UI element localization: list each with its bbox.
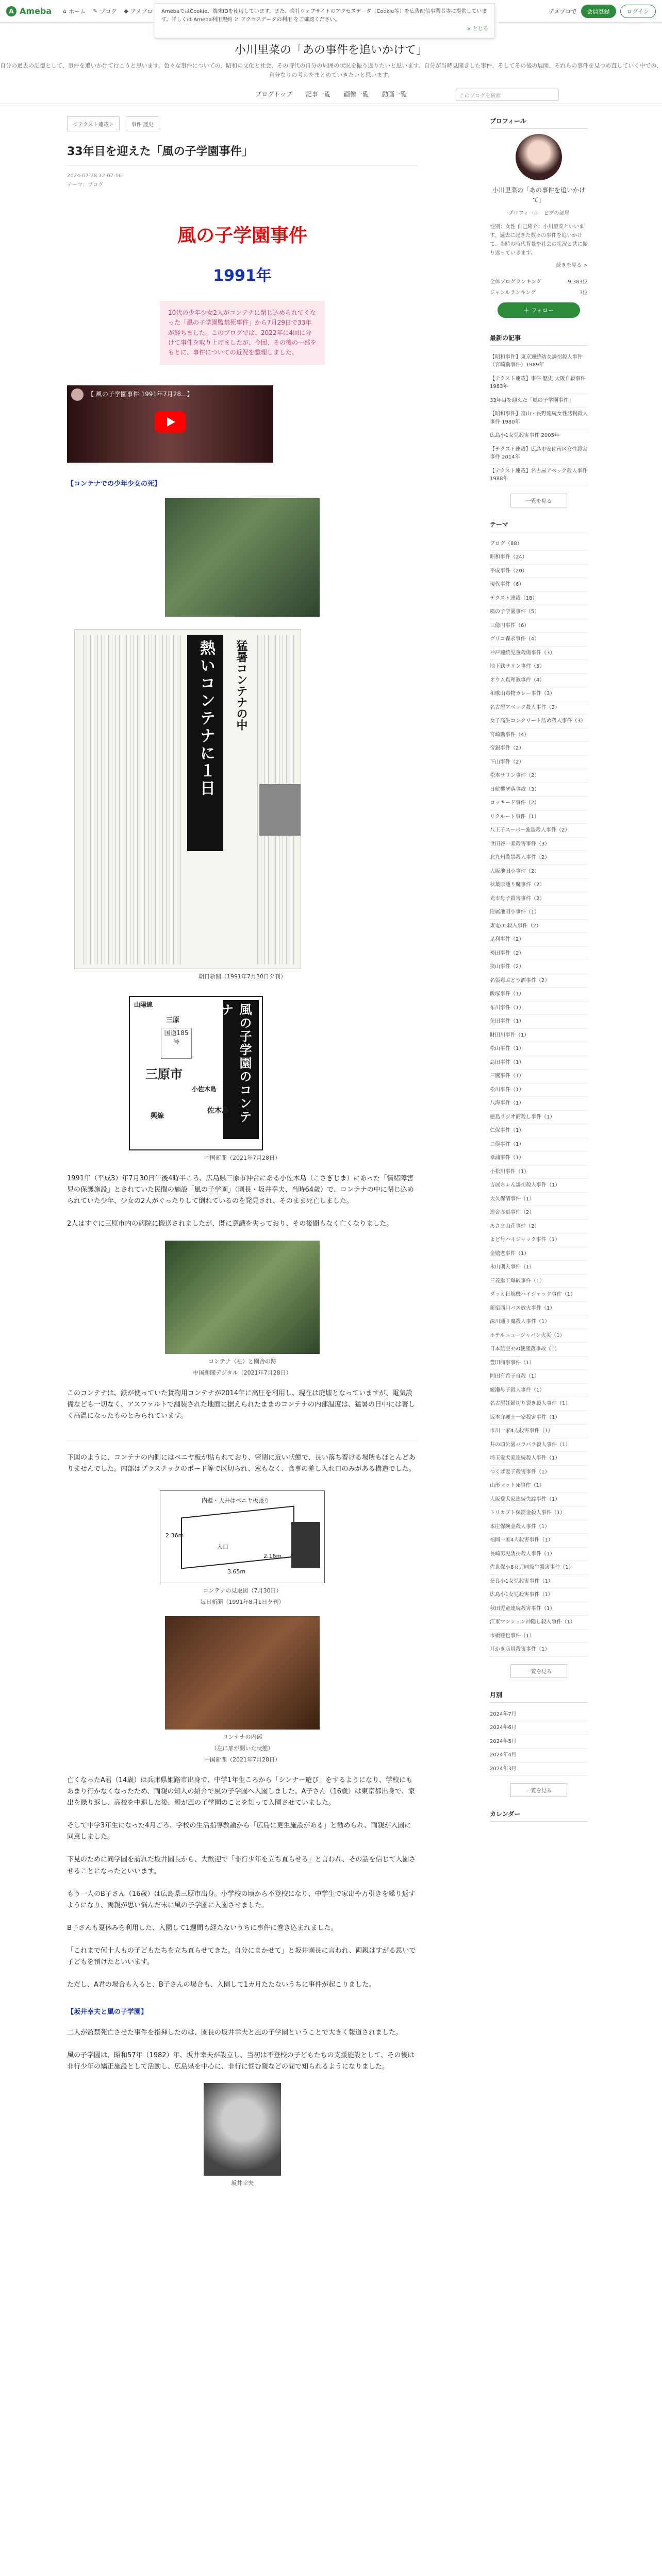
- recent-entry-item[interactable]: 【昭和事件】東京連続幼女誘拐殺人事件（宮崎勤事件）1989年: [490, 351, 588, 372]
- theme-item[interactable]: 坂本弁護士一家殺害事件（1）: [490, 1411, 588, 1425]
- archive-item[interactable]: 2024年4月: [490, 1749, 588, 1762]
- container-diagram: [160, 1490, 325, 1583]
- container-interior-photo: [165, 1616, 320, 1730]
- theme-item[interactable]: 足利事件（2）: [490, 933, 588, 947]
- theme-item[interactable]: 名古屋妊婦切り裂き殺人事件（1）: [490, 1397, 588, 1411]
- theme-item[interactable]: よど号ハイジャック事件（1）: [490, 1233, 588, 1247]
- divider: [67, 1440, 418, 1441]
- paragraph-12: 二人が監禁死亡させた事件を指揮したのは、園長の坂井幸夫と風の子学園ということで大きく報道されました。: [67, 2029, 403, 2037]
- video-title[interactable]: 【 風の子学園事件 1991年7月28...】: [88, 391, 193, 398]
- theme-item[interactable]: 北九州監禁殺人事件（2）: [490, 851, 588, 865]
- theme-item[interactable]: 免田事件（1）: [490, 1015, 588, 1029]
- profile-meta: 性別：女性 自己紹介：小川里菜といいます。過去に起きた数々の事件を追いかけて、当時の時代背景や社会の状況と共に振り返っていきます。: [490, 224, 588, 256]
- theme-item[interactable]: 八王子スーパー強盗殺人事件（2）: [490, 824, 588, 838]
- paragraph-7: 下見のために同学園を訪れた坂井園長から、大歓迎で「非行少年を立ち直らせる」と言われ、その話を信じて入園させることになったといいます。: [67, 1856, 416, 1875]
- ranking-box: [490, 276, 588, 297]
- recent-entry-item[interactable]: 【テクスト連載】事件 歴史 大阪自殺事件 1983年: [490, 372, 588, 394]
- theme-item[interactable]: 名古屋アベック殺人事件（2）: [490, 701, 588, 715]
- theme-item[interactable]: 飯塚事件（1）: [490, 988, 588, 1002]
- archive-item[interactable]: 2024年6月: [490, 1721, 588, 1735]
- map-label-sanyo: 山陽線: [134, 1001, 153, 1009]
- theme-item[interactable]: 松本サリン事件（2）: [490, 769, 588, 783]
- recent-entry-item[interactable]: 33年目を迎えた「風の子学園事件」: [490, 394, 588, 408]
- top-nav-ameblo[interactable]: ◆ アメブロ: [124, 8, 153, 15]
- theme-item[interactable]: 松山事件（1）: [490, 1042, 588, 1056]
- container-map: [129, 996, 263, 1150]
- channel-avatar: [71, 388, 84, 401]
- archive-item[interactable]: 2024年3月: [490, 1762, 588, 1776]
- caption-site-a: コンテナ（左）と園舎の跡: [208, 1358, 276, 1365]
- archive-heading: 月別: [490, 1690, 588, 1703]
- register-button[interactable]: 会員登録: [581, 5, 616, 18]
- cookie-close-button[interactable]: × とじる: [467, 26, 488, 32]
- diagram-photo: [291, 1522, 320, 1568]
- profile-more-link[interactable]: 続きを見る >: [556, 262, 588, 268]
- sidebar: [490, 104, 588, 2187]
- paragraph-4: 下図のように、コンテナの内側にはベニヤ板が貼られており、密閉に近い状態で、長い落ち着ける場所もほとんどありませんでした。内部はプラスチックのボード等で区切られ、窓もなく、食事の差し入れ口のみがある構造でした。: [67, 1453, 416, 1473]
- recent-list: [490, 351, 588, 486]
- profile-heading: プロフィール: [490, 116, 588, 129]
- theme-item[interactable]: 八海事件（1）: [490, 1097, 588, 1111]
- theme-more-button[interactable]: 一覧を見る: [510, 1664, 567, 1678]
- ranking-label-genre: ジャンルランキング: [490, 290, 536, 296]
- login-button[interactable]: ログイン: [620, 5, 656, 18]
- red-heading: 風の子学園事件: [177, 225, 307, 247]
- theme-item[interactable]: 市橋達也事件（1）: [490, 1630, 588, 1643]
- blog-description: 自分の過去の記憶として、事件を追いかけて行こうと思います。色々な事件についての、昭和の文化と社会、その時代の自分の周囲の状況を振り返りたいと思います。自分が当時見聞きした事件、そしてその後の展開、それらの事件を見つめ直していく中での、自分なりの考えをまとめていきたいと思います。: [0, 62, 662, 78]
- theme-item[interactable]: 本庄保険金殺人事件（1）: [490, 1520, 588, 1534]
- theme-item[interactable]: 附属池田小事件（1）: [490, 906, 588, 920]
- play-icon[interactable]: [155, 411, 186, 433]
- youtube-embed[interactable]: [67, 385, 273, 463]
- paragraph-13: 風の子学園は、昭和57年（1982）年、坂井幸夫が設立し、当初は不登校の子どもたちの支援施設として、その後は非行少年の矯正施設として活動し、広島県を中心に、非行に悩む親などの間で知られるようになりました。: [67, 2052, 415, 2071]
- theme-item[interactable]: 東電OL殺人事件（2）: [490, 920, 588, 934]
- archive-list: [490, 1708, 588, 1776]
- theme-item[interactable]: 福岡一家4人殺害事件（1）: [490, 1534, 588, 1548]
- theme-item[interactable]: 小松川事件（1）: [490, 1165, 588, 1179]
- theme-heading: テーマ: [490, 520, 588, 532]
- follow-button[interactable]: ＋ フォロー: [498, 302, 580, 318]
- theme-item[interactable]: 現代事件（6）: [490, 578, 588, 592]
- theme-item[interactable]: グリコ森永事件（4）: [490, 633, 588, 647]
- profile-avatar[interactable]: [516, 134, 562, 180]
- theme-item[interactable]: 下山事件（2）: [490, 756, 588, 770]
- paragraph-3: このコンテナは、鉄が使っていた貨物用コンテナが2014年に高圧を利用し、現在は廃墟となっていますが、電気設備なども一切なく、アスファルトで舗装された地面に据えられたままのコンテナの内部温度は、猛暑の日中には著しく高温になったものとみられています。: [67, 1389, 415, 1420]
- theme-item[interactable]: 秋田児童連続殺害事件（1）: [490, 1602, 588, 1616]
- recent-entry-item[interactable]: 広島小1女児殺害事件 2005年: [490, 429, 588, 443]
- theme-item[interactable]: 江東マンション神隠し殺人事件（1）: [490, 1616, 588, 1630]
- theme-item[interactable]: 袴田事件（2）: [490, 947, 588, 961]
- theme-links: [67, 116, 418, 131]
- theme-item[interactable]: 松川事件（1）: [490, 1083, 588, 1097]
- paragraph-9: B子さんも夏休みを利用した、入園して1週間も経たないうちに事件に巻き込まれました。: [67, 1924, 338, 1932]
- theme-item[interactable]: ロッキード事件（2）: [490, 796, 588, 810]
- theme-item[interactable]: 三鷹事件（1）: [490, 1070, 588, 1083]
- theme-item[interactable]: トリカブト保険金殺人事件（1）: [490, 1506, 588, 1520]
- diagram-label-width: 2.16m: [263, 1552, 282, 1560]
- paragraph-1: 1991年（平成3）年7月30日午後4時半ころ、広島県三原市沖合にある小佐木島（こさぎじま）にあった「情緒障害児の保護施設」とされていた民間の施設「風の子学園」（園長・坂井幸夫、当時64歳）で、コンテナの中に閉じ込められていた少年、少女の2人がぐったりして倒れているのを発見され、そのまま死亡しました。: [67, 1175, 414, 1206]
- diagram-label-entrance: 入口: [217, 1543, 228, 1550]
- diagram-box: [181, 1505, 294, 1569]
- theme-item[interactable]: リクルート事件（1）: [490, 810, 588, 824]
- caption-interior-a: コンテナの内部: [222, 1733, 262, 1740]
- map-label-sagishima: 佐木島: [207, 1107, 229, 1115]
- archive-item[interactable]: 2024年7月: [490, 1708, 588, 1722]
- theme-item[interactable]: 佐世保小6女児同級生殺害事件（1）: [490, 1561, 588, 1575]
- map-label-kosen: 興線: [151, 1112, 164, 1121]
- cookie-text: AmebaではCookie、端末IDを使用しています。また、当社ウェブサイトのアクセスデータ（Cookie等）を広告配信事業者等に提供しています。詳しくは Ameba利用規約 と アクセスデータの利用 をご確認ください。: [161, 9, 487, 23]
- ranking-row-overall[interactable]: [490, 276, 588, 286]
- theme-item[interactable]: 岡田有希子自殺（1）: [490, 1370, 588, 1384]
- blog-nav-images[interactable]: 画像一覧: [343, 91, 369, 98]
- theme-item[interactable]: 長崎男児誘拐殺人事件（1）: [490, 1548, 588, 1562]
- ranking-row-genre[interactable]: [490, 286, 588, 297]
- theme-link-next[interactable]: 事件 歴史: [126, 116, 159, 131]
- theme-item[interactable]: 吉展ちゃん誘拐殺人事件（1）: [490, 1179, 588, 1193]
- theme-item[interactable]: 狭山事件（2）: [490, 960, 588, 974]
- theme-item[interactable]: ブログ（88）: [490, 537, 588, 551]
- theme-item[interactable]: 幸浦事件（1）: [490, 1151, 588, 1165]
- paragraph-8: もう一人のB子さん（16歳）は広島県三原市出身。小学校の頃から不登校になり、中学生で家出や万引きを繰り返すようになり、両親が思い悩んだ末に風の子学園に入園させました。: [67, 1890, 416, 1909]
- caption-asahi: 朝日新聞（1991年7月30日夕刊）: [198, 973, 286, 980]
- theme-item[interactable]: 三億円事件（6）: [490, 619, 588, 633]
- theme-item[interactable]: 和歌山毒物カレー事件（3）: [490, 687, 588, 701]
- ameba-logo-text: Ameba: [20, 6, 52, 16]
- site-photo: [165, 1241, 320, 1354]
- paragraph-11: ただし、A君の場合も入ると、B子さんの場合も、入園して1カ月たたないうちに事件が起こりました。: [67, 1981, 376, 1989]
- theme-item[interactable]: 豊田商事事件（1）: [490, 1357, 588, 1370]
- caption-diagram-b: 毎日新聞（1991年8月1日夕刊）: [200, 1598, 285, 1605]
- recent-more-button[interactable]: 一覧を見る: [510, 494, 567, 507]
- theme-item[interactable]: 新宿西口バス放火事件（1）: [490, 1302, 588, 1316]
- top-nav-ameblo-label: アメブロ: [130, 8, 153, 15]
- theme-item[interactable]: 仁保事件（1）: [490, 1124, 588, 1138]
- map-label-mihara: 三原: [166, 1016, 180, 1025]
- ranking-label-overall: 全体ブログランキング: [490, 279, 541, 285]
- theme-item[interactable]: ダッカ日航機ハイジャック事件（1）: [490, 1288, 588, 1302]
- theme-list: [490, 537, 588, 1657]
- theme-item[interactable]: 地下鉄サリン事件（5）: [490, 660, 588, 674]
- newspaper-subhead: 猛暑コンテナの中: [235, 640, 247, 731]
- caption-chugoku-1: 中国新聞（2021年7月28日）: [204, 1155, 280, 1162]
- theme-item[interactable]: 光市母子殺害事件（2）: [490, 892, 588, 906]
- newspaper-text-left: [80, 635, 183, 964]
- caption-interior-c: 中国新聞（2021年7月28日）: [204, 1756, 280, 1763]
- entry-main: [67, 104, 418, 2187]
- paragraph-10: 「これまで何十人もの子どもたちを立ち直らせてきた。自分にまかせて」と坂井園長に言われ、両親はすがる思いで子どもを預けたといいます。: [67, 1946, 416, 1966]
- entry-title[interactable]: 33年目を迎えた「風の子学園事件」: [67, 143, 418, 165]
- cookie-notice: [155, 3, 495, 38]
- top-nav: [63, 7, 153, 15]
- theme-item[interactable]: 大阪愛犬家連続失踪事件（1）: [490, 1493, 588, 1507]
- caption-founder: 坂井幸夫: [231, 2180, 254, 2187]
- theme-item[interactable]: 山形マット死事件（1）: [490, 1479, 588, 1493]
- caption-interior-b: （左に扉が開いた状態）: [211, 1744, 274, 1752]
- theme-item[interactable]: ホテルニュージャパン火災（1）: [490, 1329, 588, 1343]
- paragraph-5: 亡くなったA君（14歳）は兵庫県姫路市出身で、中学1年生ころから「シンナー遊び」をするようになり、学校にもあまり行かなくなったため、両親の知人の紹介で風の子学園へ入園しました。A子さん（16歳）は東京都出身で、家出を繰り返し、高校を中退した後、親が風の子学園のことを知って入園させていました。: [67, 1776, 415, 1807]
- theme-item[interactable]: 平成事件（20）: [490, 565, 588, 579]
- newspaper-clip: [74, 629, 301, 969]
- recent-entry-item[interactable]: 【テクスト連載】広島市安佐南区女性殺害事件 2014年: [490, 443, 588, 465]
- profile-name[interactable]: 小川里菜の「あの事件を追いかけて」: [492, 187, 585, 204]
- calendar-heading: カレンダー: [490, 1809, 588, 1822]
- theme-item[interactable]: あさま山荘事件（2）: [490, 1220, 588, 1234]
- caption-diagram-a: コンテナの見取図（7月30日）: [203, 1587, 282, 1594]
- blog-nav: [0, 84, 662, 104]
- content-wrap: [0, 104, 662, 2187]
- ameba-logo[interactable]: [6, 6, 52, 16]
- newspaper-photo: [259, 784, 301, 836]
- entry-theme[interactable]: テーマ：ブログ: [67, 182, 103, 189]
- theme-item[interactable]: 日航機墜落事故（3）: [490, 783, 588, 797]
- top-nav-home[interactable]: ⌂ ホーム: [63, 8, 86, 15]
- recent-entry-item[interactable]: 【昭和事件】富山・長野連続女性誘拐殺人事件 1980年: [490, 408, 588, 429]
- map-road-box: [161, 1028, 192, 1059]
- entry-meta: [67, 172, 418, 190]
- theme-item[interactable]: 井の頭公園バラバラ殺人事件（1）: [490, 1438, 588, 1452]
- container-section-label: 【コンテナでの少年少女の死】: [67, 480, 161, 488]
- top-nav-blog[interactable]: ✎ ブログ: [93, 8, 117, 15]
- map-label-route: 国道185号: [164, 1029, 189, 1046]
- theme-item[interactable]: 世田谷一家殺害事件（3）: [490, 838, 588, 852]
- theme-item[interactable]: 宮崎勤事件（4）: [490, 728, 588, 742]
- theme-item[interactable]: 綾瀬母子殺人事件（1）: [490, 1384, 588, 1398]
- blog-search-input[interactable]: このブログを検索: [456, 89, 559, 101]
- theme-item[interactable]: 帝銀事件（2）: [490, 742, 588, 756]
- top-right: [549, 5, 656, 18]
- map-label-mihara-city: 三原市: [145, 1067, 183, 1082]
- map-label-kosagi: 小佐木島: [192, 1086, 217, 1093]
- archive-more-button[interactable]: 一覧を見る: [510, 1783, 567, 1797]
- map-title: 風の子学園のコンテナ: [223, 1000, 259, 1139]
- entry-date: 2024-07-28 12:07:16: [67, 173, 122, 179]
- theme-item[interactable]: 二俣事件（1）: [490, 1138, 588, 1152]
- theme-item[interactable]: 連合赤軍事件（2）: [490, 1206, 588, 1220]
- ameba-logo-icon: A: [6, 6, 16, 16]
- top-nav-home-label: ホーム: [69, 8, 86, 15]
- theme-item[interactable]: 大久保清事件（1）: [490, 1193, 588, 1207]
- theme-item[interactable]: 昭和事件（24）: [490, 551, 588, 565]
- theme-item[interactable]: 大阪池田小事件（2）: [490, 865, 588, 879]
- diagram-label-height: 2.36m: [166, 1532, 184, 1539]
- ranking-value-genre: 3位: [579, 290, 588, 296]
- theme-item[interactable]: つくば妻子殺害事件（1）: [490, 1466, 588, 1480]
- theme-item[interactable]: 日本航空350便墜落事故（1）: [490, 1343, 588, 1357]
- theme-item[interactable]: 奈良小1女児殺害事件（1）: [490, 1575, 588, 1589]
- container-photo: [165, 498, 320, 617]
- theme-item[interactable]: 耳かき店員殺害事件（1）: [490, 1643, 588, 1657]
- profile-link[interactable]: プロフィール: [508, 210, 539, 216]
- theme-item[interactable]: 三菱重工爆破事件（1）: [490, 1275, 588, 1289]
- ameba-topbar: [0, 0, 662, 32]
- founder-photo: [204, 2083, 281, 2176]
- theme-item[interactable]: 女子高生コンクリート詰め殺人事件（3）: [490, 715, 588, 728]
- theme-item[interactable]: 深川通り魔殺人事件（1）: [490, 1315, 588, 1329]
- diagram-label-wall: 内壁・天井はベニヤ板張り: [202, 1497, 270, 1504]
- founder-section-label: 【坂井幸夫と風の子学園】: [67, 2008, 148, 2016]
- theme-link-prev[interactable]: ＜テクスト連載＞: [67, 116, 120, 131]
- paragraph-6: そして中学3年生になった4月ごろ、学校の生活指導教諭から「広島に更生施設がある」と勧められ、両親が入園に同意しました。: [67, 1822, 411, 1841]
- theme-item[interactable]: 永山則夫事件（1）: [490, 1261, 588, 1275]
- profile-links: [490, 209, 588, 216]
- theme-item[interactable]: 風の子学園事件（5）: [490, 605, 588, 619]
- caption-site-b: 中国新聞デジタル（2021年7月28日）: [193, 1369, 292, 1376]
- theme-item[interactable]: 埼玉愛犬家連続殺人事件（1）: [490, 1452, 588, 1466]
- archive-item[interactable]: 2024年5月: [490, 1735, 588, 1749]
- ranking-value-overall: 9,383位: [568, 279, 588, 285]
- theme-item[interactable]: 徳島ラジオ商殺し事件（1）: [490, 1111, 588, 1125]
- theme-item[interactable]: 財田川事件（1）: [490, 1029, 588, 1043]
- theme-item[interactable]: 名張毒ぶどう酒事件（2）: [490, 974, 588, 988]
- top-nav-blog-label: ブログ: [100, 8, 117, 15]
- intro-box: 10代の少年少女2人がコンテナに閉じ込められてくなった「風の子学園監禁死事件」から7月29日で33年が経ちました。このブログでは、2022年に4回に分けて事件を取り上げましたが、今回、その後の一部をもとに、事件についての近況を整理しました。: [160, 301, 325, 365]
- blog-nav-videos[interactable]: 動画一覧: [382, 91, 407, 98]
- theme-item[interactable]: 島田事件（1）: [490, 1056, 588, 1070]
- recent-heading: 最新の記事: [490, 333, 588, 346]
- theme-item[interactable]: 神戸連続児童殺傷事件（3）: [490, 647, 588, 660]
- ameblo-link[interactable]: アメブロで: [549, 8, 577, 15]
- year-heading: 1991年: [213, 267, 272, 285]
- blog-nav-entries[interactable]: 記事一覧: [305, 91, 330, 98]
- recent-entry-item[interactable]: 【テクスト連載】名古屋アベック殺人事件 1988年: [490, 465, 588, 486]
- diagram-label-length: 3.65m: [227, 1568, 246, 1575]
- blog-title[interactable]: 小川里菜の「あの事件を追いかけて」: [234, 44, 427, 57]
- newspaper-headline: 熱いコンテナに１日: [187, 635, 223, 851]
- theme-item[interactable]: オウム真理教事件（4）: [490, 674, 588, 688]
- theme-item[interactable]: 金嬉老事件（1）: [490, 1247, 588, 1261]
- pigg-link[interactable]: ピグの部屋: [543, 210, 570, 216]
- blog-nav-top[interactable]: ブログトップ: [255, 91, 292, 98]
- theme-item[interactable]: 布川事件（1）: [490, 1002, 588, 1015]
- theme-item[interactable]: テクスト連載（18）: [490, 592, 588, 606]
- paragraph-2: 2人はすぐに三原市内の病院に搬送されましたが、既に意識を失っており、その後間もなく亡くなりました。: [67, 1220, 393, 1228]
- theme-item[interactable]: 市川一家4人殺害事件（1）: [490, 1425, 588, 1438]
- theme-item[interactable]: 広島小1女児殺害事件（1）: [490, 1588, 588, 1602]
- theme-item[interactable]: 秋葉原通り魔事件（2）: [490, 878, 588, 892]
